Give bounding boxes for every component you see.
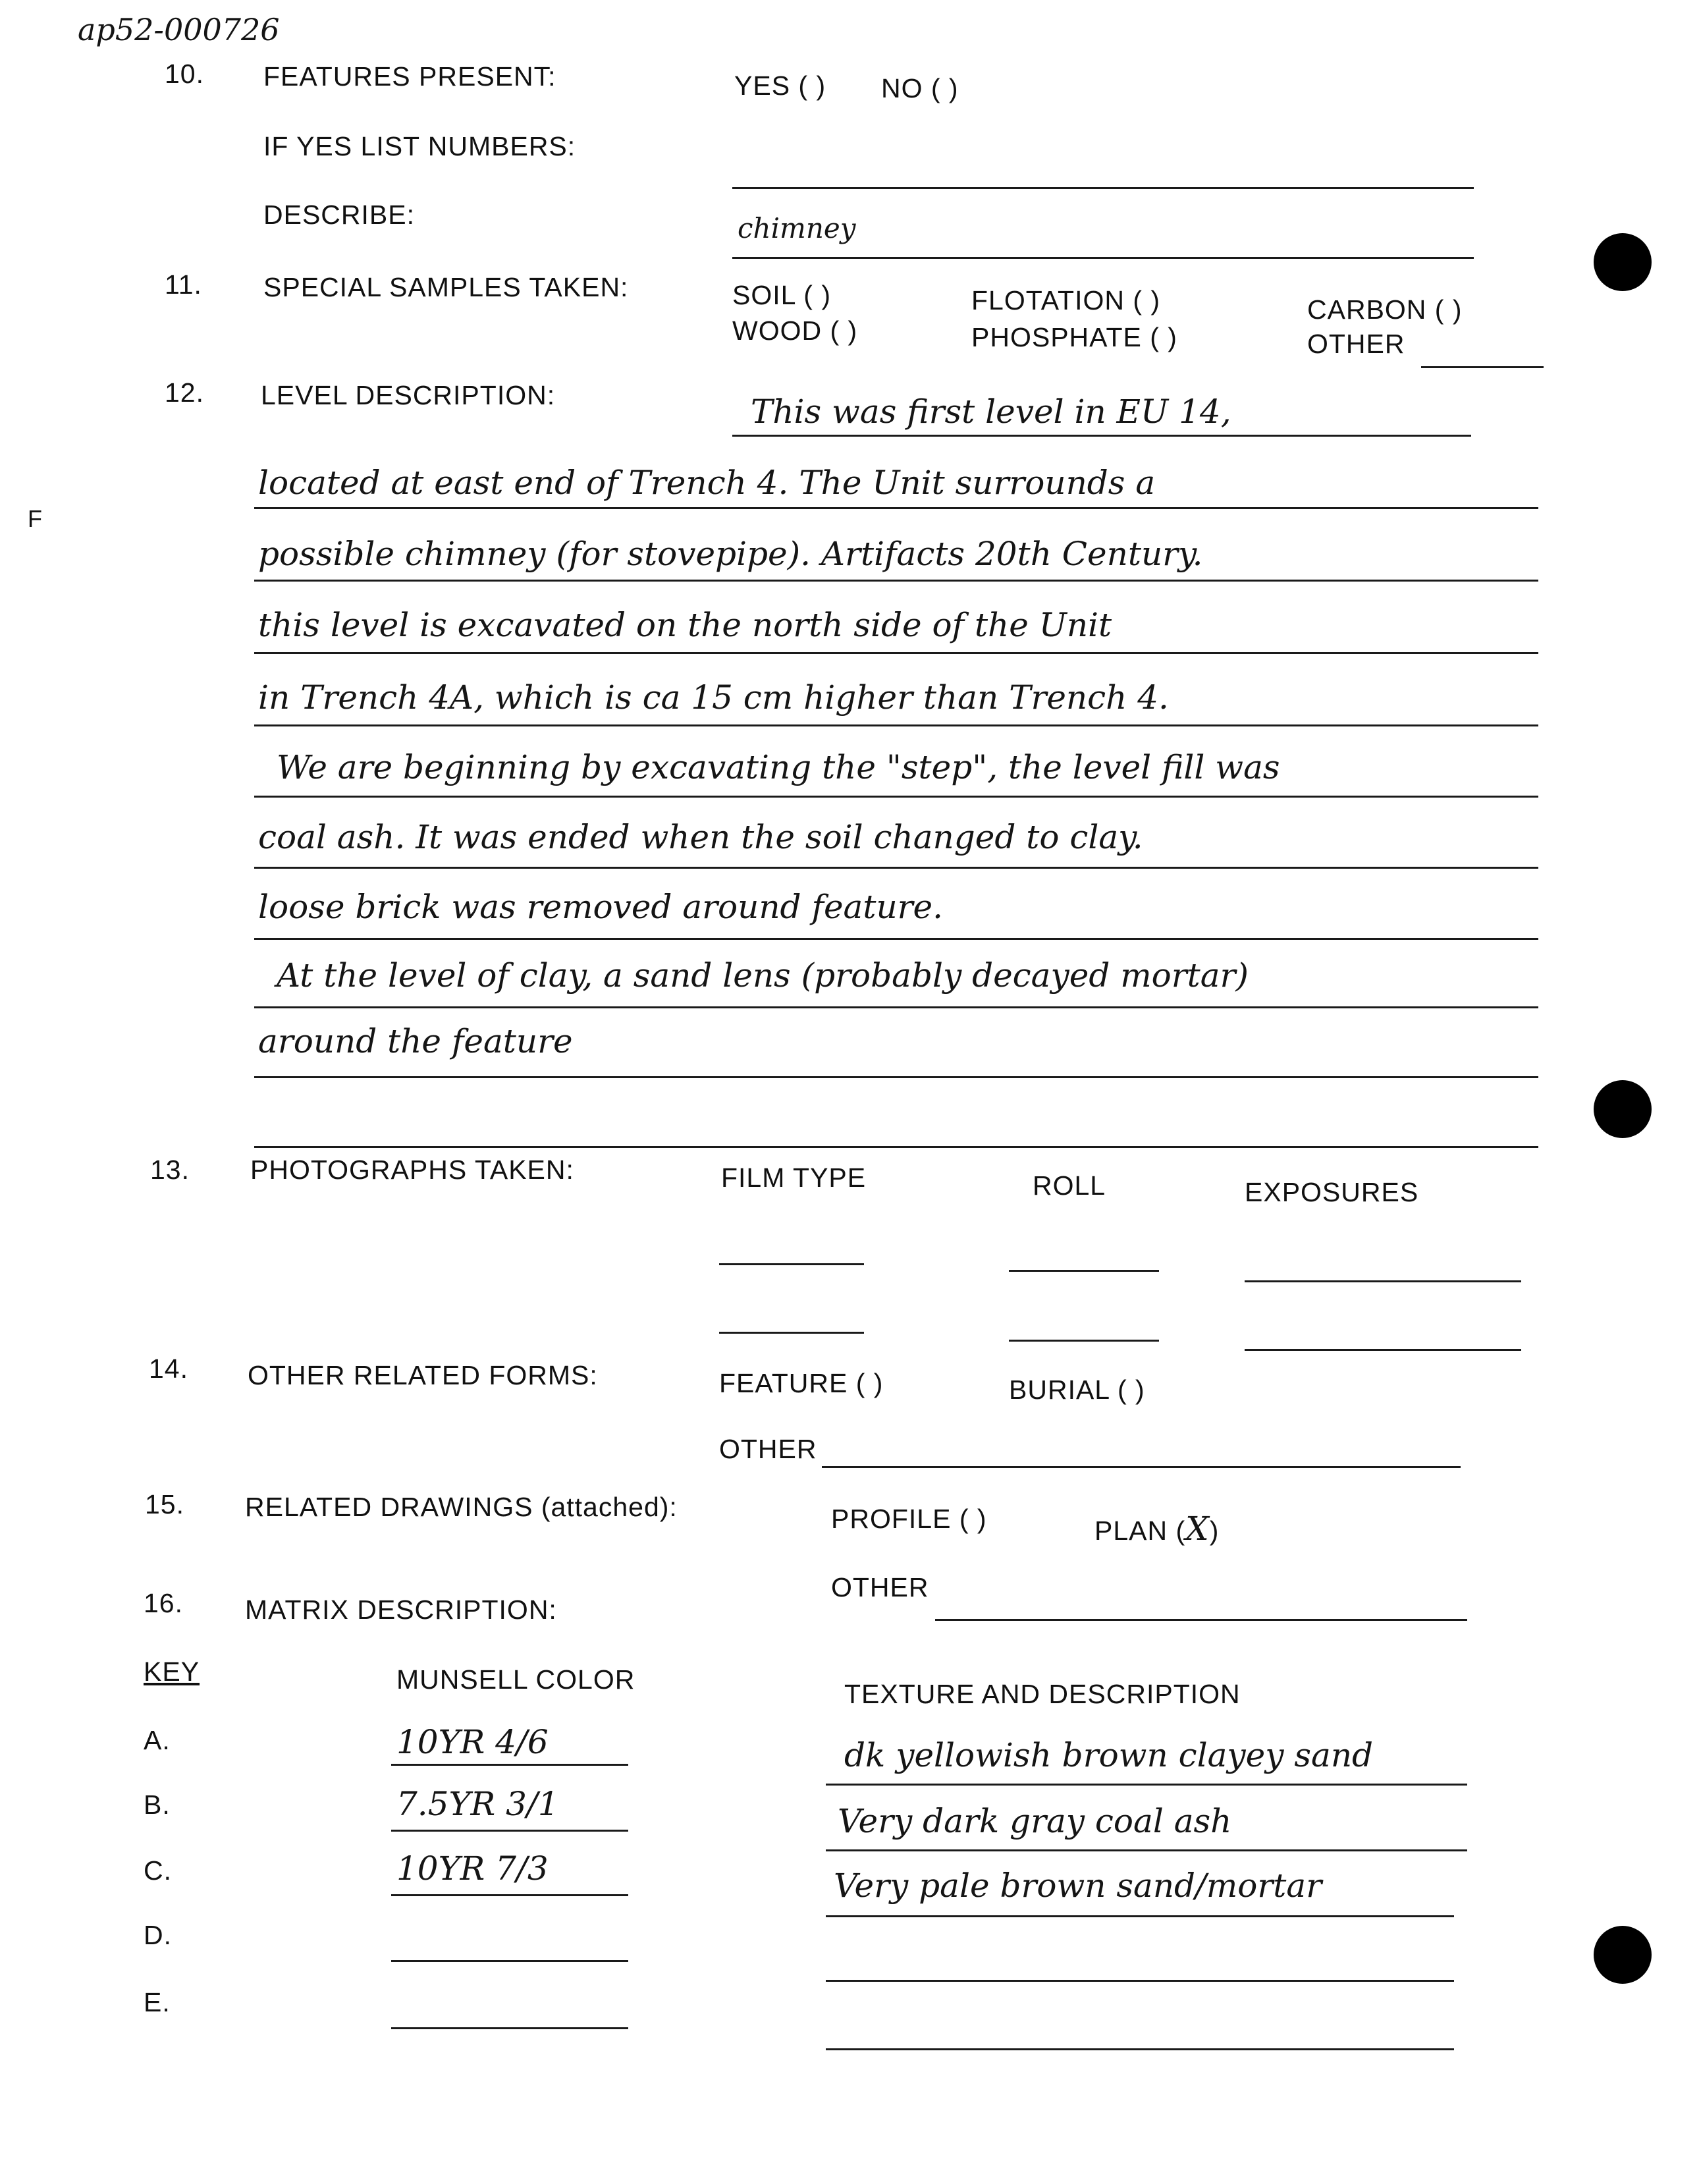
row-c-texture: Very pale brown sand/mortar: [834, 1867, 1322, 1905]
features-present-label: FEATURES PRESENT:: [263, 61, 556, 92]
other-forms-label: OTHER RELATED FORMS:: [248, 1360, 598, 1390]
forms-other-field[interactable]: [822, 1466, 1461, 1468]
row-d-texture-field[interactable]: [826, 1980, 1454, 1982]
punch-hole-middle: [1594, 1080, 1652, 1138]
level-line-6: We are beginning by excavating the "step", the level fill was: [277, 748, 1280, 786]
film-type-field-2[interactable]: [719, 1332, 864, 1334]
margin-mark: F: [28, 505, 43, 532]
features-yes-checkbox[interactable]: YES ( ): [734, 70, 826, 101]
texture-description-header: TEXTURE AND DESCRIPTION: [844, 1679, 1241, 1709]
rule-line-11: [254, 1146, 1538, 1148]
row-b-texture-line: [826, 1849, 1467, 1851]
roll-field-2[interactable]: [1009, 1340, 1159, 1342]
row-a-key: A.: [144, 1725, 171, 1755]
describe-field[interactable]: [732, 257, 1474, 259]
row-c-munsell: 10YR 7/3: [396, 1849, 549, 1888]
list-numbers-label: IF YES LIST NUMBERS:: [263, 131, 576, 161]
drawings-other-field[interactable]: [935, 1619, 1467, 1621]
row-e-texture-field[interactable]: [826, 2048, 1454, 2050]
document-id: ap52-000726: [78, 12, 280, 47]
level-description-label: LEVEL DESCRIPTION:: [261, 380, 556, 410]
rule-line-2: [254, 507, 1538, 509]
level-line-8: loose brick was removed around feature.: [258, 888, 944, 926]
related-drawings-label: RELATED DRAWINGS (attached):: [245, 1492, 678, 1522]
row-e-key: E.: [144, 1987, 171, 2017]
rule-line-6: [254, 796, 1538, 798]
rule-line-1: [732, 435, 1471, 437]
section-16-number: 16.: [144, 1588, 183, 1618]
section-13-number: 13.: [150, 1155, 190, 1185]
list-numbers-field[interactable]: [732, 187, 1474, 189]
rule-line-5: [254, 724, 1538, 726]
level-line-5: in Trench 4A, which is ca 15 cm higher than Trench 4.: [258, 678, 1169, 717]
flotation-checkbox[interactable]: FLOTATION ( ): [971, 285, 1161, 315]
roll-header: ROLL: [1033, 1170, 1106, 1201]
level-line-3: possible chimney (for stovepipe). Artifacts 20th Century.: [258, 535, 1203, 573]
phosphate-checkbox[interactable]: PHOSPHATE ( ): [971, 322, 1177, 352]
rule-line-8: [254, 938, 1538, 940]
key-header: KEY: [144, 1656, 200, 1687]
row-c-munsell-line: [391, 1894, 628, 1896]
level-line-9: At the level of clay, a sand lens (probably decayed mortar): [277, 956, 1249, 995]
punch-hole-bottom: [1594, 1926, 1652, 1984]
section-14-number: 14.: [149, 1353, 188, 1384]
soil-checkbox[interactable]: SOIL ( ): [732, 280, 831, 310]
special-samples-label: SPECIAL SAMPLES TAKEN:: [263, 272, 629, 302]
exposures-header: EXPOSURES: [1245, 1177, 1419, 1207]
row-d-munsell-field[interactable]: [391, 1960, 628, 1962]
munsell-color-header: MUNSELL COLOR: [396, 1664, 635, 1695]
features-no-checkbox[interactable]: NO ( ): [881, 73, 959, 103]
row-b-texture: Very dark gray coal ash: [838, 1802, 1232, 1840]
exposures-field-1[interactable]: [1245, 1280, 1521, 1282]
level-line-4: this level is excavated on the north side of the Unit: [258, 606, 1112, 644]
level-line-7: coal ash. It was ended when the soil changed to clay.: [258, 818, 1143, 856]
rule-line-10: [254, 1076, 1538, 1078]
plan-check-mark: X: [1185, 1510, 1210, 1548]
section-10-number: 10.: [165, 59, 204, 89]
level-line-1: This was first level in EU 14,: [751, 393, 1231, 431]
row-a-texture-line: [826, 1784, 1467, 1786]
level-line-10: around the feature: [258, 1022, 573, 1060]
punch-hole-top: [1594, 233, 1652, 291]
describe-label: DESCRIBE:: [263, 200, 415, 230]
photographs-label: PHOTOGRAPHS TAKEN:: [250, 1155, 574, 1185]
row-b-munsell: 7.5YR 3/1: [396, 1785, 559, 1823]
film-type-header: FILM TYPE: [721, 1162, 867, 1193]
section-15-number: 15.: [145, 1489, 184, 1519]
row-d-key: D.: [144, 1920, 172, 1950]
level-line-2: located at east end of Trench 4. The Unit surrounds a: [258, 464, 1156, 502]
section-11-number: 11.: [165, 269, 202, 300]
rule-line-4: [254, 652, 1538, 654]
rule-line-9: [254, 1006, 1538, 1008]
carbon-checkbox[interactable]: CARBON ( ): [1307, 294, 1463, 325]
row-b-key: B.: [144, 1789, 171, 1820]
plan-close: ): [1209, 1515, 1220, 1546]
film-type-field-1[interactable]: [719, 1263, 864, 1265]
row-b-munsell-line: [391, 1830, 628, 1832]
row-e-munsell-field[interactable]: [391, 2027, 628, 2029]
section-12-number: 12.: [165, 377, 204, 408]
rule-line-3: [254, 580, 1538, 582]
samples-other-label: OTHER: [1307, 329, 1405, 359]
row-c-texture-line: [826, 1915, 1454, 1917]
wood-checkbox[interactable]: WOOD ( ): [732, 315, 858, 346]
forms-other-label: OTHER: [719, 1434, 817, 1464]
row-c-key: C.: [144, 1855, 172, 1886]
burial-checkbox[interactable]: BURIAL ( ): [1009, 1375, 1145, 1405]
describe-value: chimney: [738, 212, 856, 244]
row-a-munsell-line: [391, 1764, 628, 1766]
drawings-other-label: OTHER: [831, 1572, 929, 1602]
matrix-description-label: MATRIX DESCRIPTION:: [245, 1595, 557, 1625]
plan-checkbox[interactable]: [1094, 1510, 1220, 1548]
roll-field-1[interactable]: [1009, 1270, 1159, 1272]
feature-checkbox[interactable]: FEATURE ( ): [719, 1368, 884, 1398]
samples-other-field[interactable]: [1421, 366, 1544, 368]
rule-line-7: [254, 867, 1538, 869]
row-a-munsell: 10YR 4/6: [396, 1723, 549, 1761]
exposures-field-2[interactable]: [1245, 1349, 1521, 1351]
plan-label: PLAN (: [1094, 1515, 1186, 1546]
row-a-texture: dk yellowish brown clayey sand: [844, 1736, 1374, 1774]
profile-checkbox[interactable]: PROFILE ( ): [831, 1504, 987, 1534]
